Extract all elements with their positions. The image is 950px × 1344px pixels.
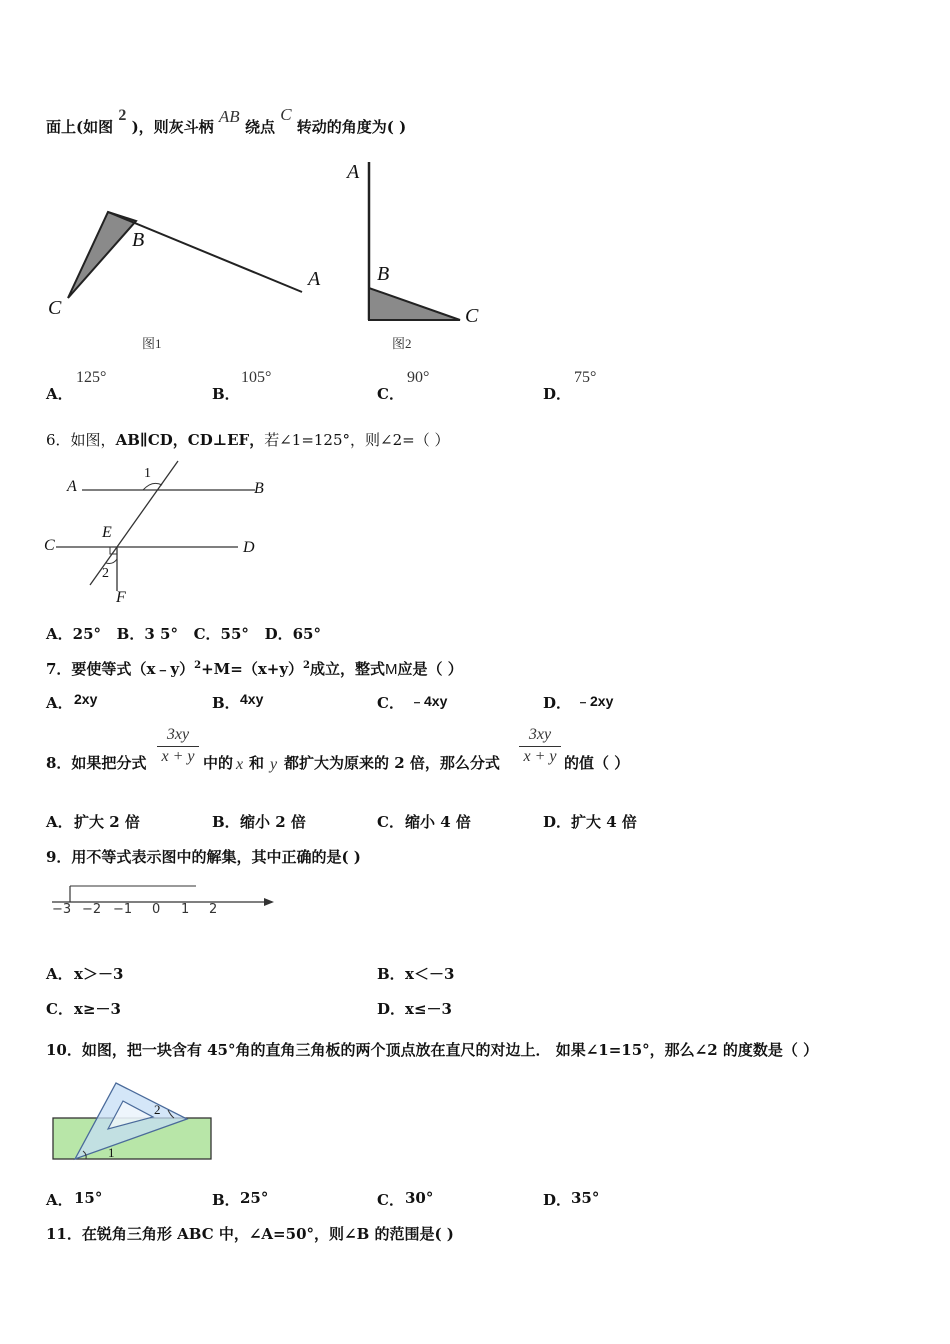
- q9-option-b-value: x＜－3: [405, 965, 455, 983]
- q10-figure: [50, 1080, 230, 1170]
- fig2-label-b: B: [377, 263, 390, 285]
- q6-stem-a: 如图，: [70, 431, 116, 449]
- q9-tick-neg1: −1: [113, 902, 133, 917]
- q5-handle-ab: AB: [218, 107, 240, 126]
- q10-option-b-value: 25°: [240, 1189, 269, 1207]
- q9-tick-0: 0: [152, 902, 161, 917]
- q9-option-a-letter: A．: [46, 965, 73, 983]
- q7-stem-c: 成立，整式: [310, 660, 386, 678]
- q7-stem: [46, 658, 463, 679]
- q9-option-a-value: x＞－3: [74, 965, 124, 983]
- q10-stem: 10．如图，把一块含有 45°角的直角三角板的两个顶点放在直尺的对边上． 如果∠1=15°，那么∠2 的度数是（ ）: [46, 1041, 819, 1059]
- q7-option-b-value: 4xy: [240, 691, 264, 707]
- q5-option-c-value: 90°: [407, 369, 430, 386]
- fig1-label-a: A: [308, 268, 321, 290]
- q8-fraction-1: [157, 726, 199, 766]
- q5-option-a-letter: A．: [46, 385, 73, 403]
- q8-option-c-letter: C．: [377, 813, 404, 831]
- q8-stem-c: 都扩大为原来的 2 倍，那么分式: [284, 754, 500, 772]
- q7-stem-a: 7．要使等式（x﹣y）: [46, 660, 195, 678]
- q5-option-a-value: 125°: [76, 369, 107, 386]
- q6-label-b: B: [254, 480, 264, 497]
- fig2-caption: 图2: [392, 336, 412, 351]
- q8-option-d-value: 扩大 4 倍: [571, 813, 637, 831]
- q7-stem-d: 应是（ ）: [397, 660, 463, 678]
- q8-option-c-value: 缩小 4 倍: [405, 813, 471, 831]
- q7-option-c-letter: C．: [377, 694, 404, 712]
- q6-number: 6．: [46, 431, 71, 449]
- q8-he: 和: [249, 754, 265, 772]
- q7-option-a-letter: A．: [46, 694, 73, 712]
- q9-tick-neg3: −3: [52, 902, 72, 917]
- q6-label-f: F: [116, 589, 126, 606]
- q10-option-d-letter: D．: [543, 1191, 572, 1209]
- q9-option-d-letter: D．: [377, 1000, 406, 1018]
- q5-stem-mid1: )，则灰斗柄: [131, 118, 214, 136]
- q9-option-b-letter: B．: [377, 965, 405, 983]
- q10-option-a-letter: A．: [46, 1191, 73, 1209]
- q10-option-d-value: 35°: [571, 1189, 600, 1207]
- q8-option-a-value: 扩大 2 倍: [74, 813, 140, 831]
- q6-label-a: A: [67, 478, 77, 495]
- hopper-shape: [369, 288, 460, 320]
- q10-option-b-letter: B．: [212, 1191, 240, 1209]
- q6-label-c: C: [44, 537, 55, 554]
- axis-arrow: [264, 898, 274, 906]
- q5-figure-1: [40, 195, 340, 395]
- q8-option-d-letter: D．: [543, 813, 572, 831]
- q9-stem: 9．用不等式表示图中的解集，其中正确的是( ): [46, 848, 361, 866]
- q10-option-a-value: 15°: [74, 1189, 103, 1207]
- q6-label-e: E: [102, 524, 112, 541]
- q5-stem-mid2: 绕点: [244, 118, 275, 136]
- handle-line: [108, 212, 302, 292]
- q10-option-c-letter: C．: [377, 1191, 404, 1209]
- q9-tick-neg2: −2: [82, 902, 102, 917]
- q5-stem-end: 转动的角度为( ): [296, 118, 407, 136]
- q5-option-b-letter: B．: [212, 385, 240, 403]
- q5-fig-ref: 2: [118, 107, 127, 124]
- q8-fraction-1-denominator: x + y: [161, 748, 195, 765]
- q8-option-b-value: 缩小 2 倍: [240, 813, 306, 831]
- q7-sup-2: 2: [303, 660, 311, 671]
- q5-point-c: C: [280, 105, 292, 124]
- q5-figure-2: [360, 160, 500, 330]
- q11-stem: 11．在锐角三角形 ABC 中，∠A=50°，则∠B 的范围是( ): [46, 1225, 454, 1243]
- q5-stem-start: 面上(如图: [46, 118, 114, 136]
- q6-stem: [46, 429, 449, 450]
- q6-label-angle-1: 1: [144, 466, 151, 481]
- q7-option-a-value: 2xy: [74, 691, 98, 707]
- q7-option-d-value: ﹣2xy: [576, 693, 614, 709]
- q6-stem-d: 则∠2=（ ）: [365, 431, 450, 449]
- q8-fraction-1-numerator: 3xy: [157, 726, 199, 747]
- fig1-label-b: B: [132, 229, 145, 251]
- q7-stem-b: +M=（x+y）: [201, 660, 304, 678]
- q7-m: M: [385, 661, 398, 678]
- q8-stem-b: 中的: [203, 754, 234, 772]
- q8-stem-a: 8．如果把分式: [46, 754, 147, 772]
- q5-option-d-letter: D．: [543, 385, 572, 403]
- hopper-shape: [68, 212, 136, 298]
- q8-var-y: y: [270, 756, 278, 773]
- fig1-caption: 图1: [142, 336, 162, 351]
- q10-option-c-value: 30°: [405, 1189, 434, 1207]
- fig2-label-c: C: [465, 305, 479, 327]
- q10-label-angle-1: 1: [108, 1145, 115, 1160]
- q7-option-c-value: ﹣4xy: [410, 693, 448, 709]
- q8-var-x: x: [236, 756, 244, 773]
- q5-stem: [46, 105, 407, 137]
- q6-stem-c: 若∠1=125°，: [264, 431, 366, 449]
- q6-stem-b: AB∥CD，CD⊥EF，: [115, 431, 265, 449]
- q8-option-a-letter: A．: [46, 813, 73, 831]
- q8-option-b-letter: B．: [212, 813, 240, 831]
- q9-option-c-letter: C．: [46, 1000, 73, 1018]
- q9-option-c-value: x≥－3: [74, 1000, 121, 1018]
- q6-label-angle-2: 2: [102, 566, 109, 581]
- q5-option-d-value: 75°: [574, 369, 597, 386]
- q9-tick-1: 1: [181, 902, 190, 917]
- fig2-label-a: A: [347, 161, 360, 183]
- q10-label-angle-2: 2: [154, 1102, 161, 1117]
- q8-stem-d: 的值（ ）: [564, 754, 630, 772]
- q5-option-c-letter: C．: [377, 385, 404, 403]
- q8-fraction-2-denominator: x + y: [523, 748, 557, 765]
- q6-label-d: D: [243, 539, 255, 556]
- q5-option-b-value: 105°: [241, 369, 272, 386]
- q7-option-d-letter: D．: [543, 694, 572, 712]
- q7-option-b-letter: B．: [212, 694, 240, 712]
- fig1-label-c: C: [48, 297, 62, 319]
- q6-options: A．25° B．3 5° C．55° D．65°: [46, 625, 321, 643]
- q8-fraction-2: [519, 726, 561, 766]
- q8-fraction-2-numerator: 3xy: [519, 726, 561, 747]
- q7-sup-1: 2: [194, 660, 202, 671]
- q9-tick-2: 2: [209, 902, 218, 917]
- q9-option-d-value: x≤－3: [405, 1000, 452, 1018]
